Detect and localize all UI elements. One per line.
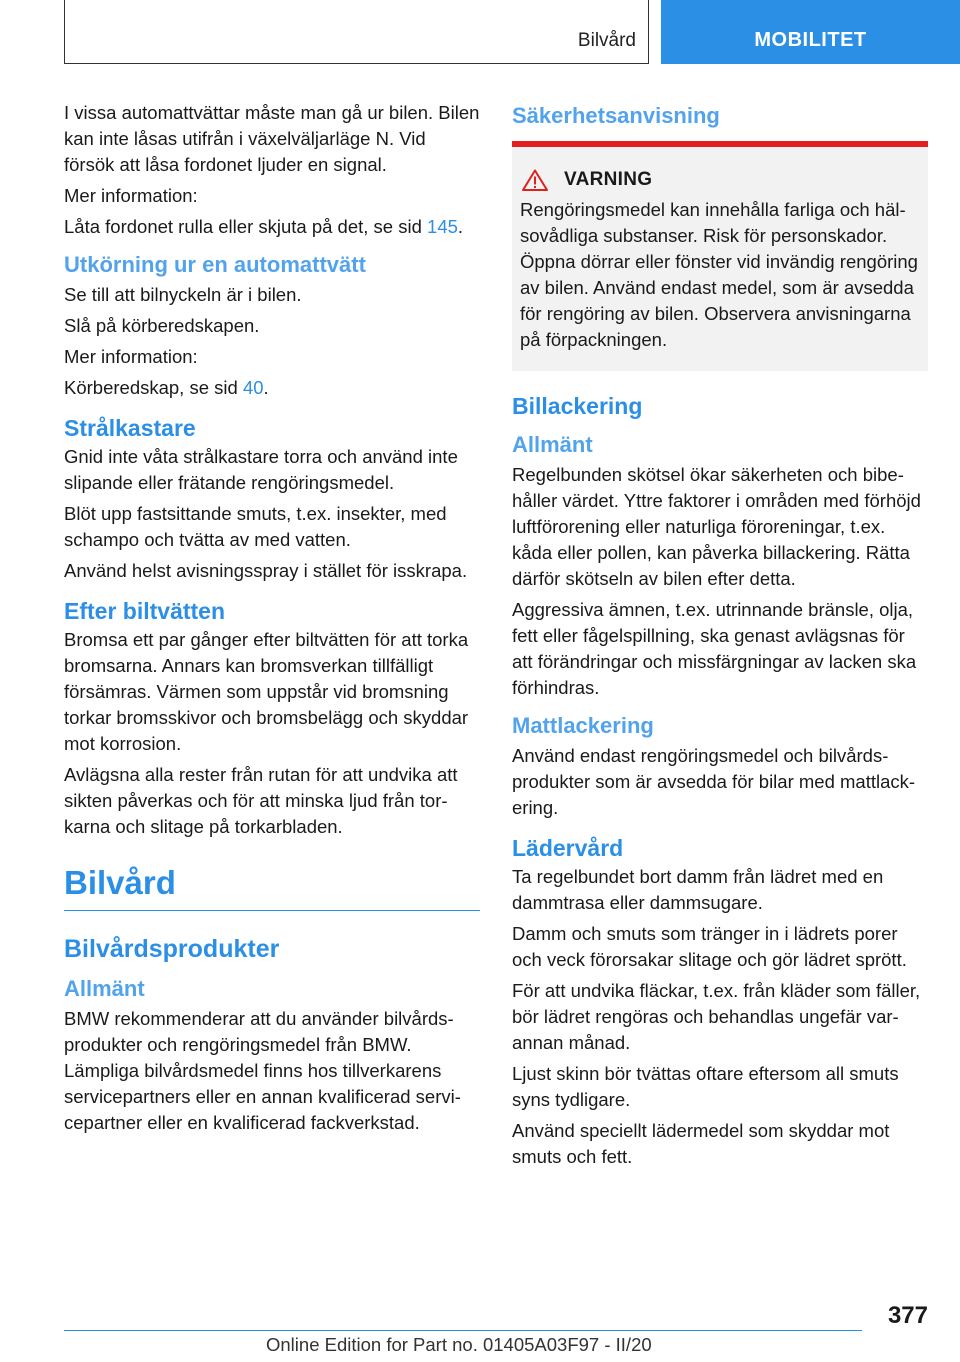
leather-paragraph-4: Ljust skinn bör tvättas oftare eftersom all smuts syns tydligare. (512, 1063, 899, 1110)
warning-header (520, 169, 920, 191)
leather-care-heading: Lädervård (512, 835, 624, 861)
exit-step-1: Se till att bilnyckeln är i bilen. (64, 284, 302, 305)
leather-paragraph-1: Ta regelbundet bort damm från lädret med en dammtrasa eller dammsugare. (512, 866, 884, 913)
warning-triangle-icon (522, 169, 548, 191)
exit-cross-reference: Körberedskap, se sid 40. (64, 377, 269, 398)
matte-paint-paragraph: Använd endast rengöringsmedel och bilvårdsprodukter som är avsedda för bilar med mattlackering. (512, 745, 916, 818)
warning-text: Rengöringsmedel kan innehålla farliga och hälsovådliga substanser. Risk för personskador. Öppna dörrar eller fönster vid invändig rengöring av bilen. Använd endast medel, som är avsedda för rengöring av bilen. Observera anvisningarna på förpackningen. (520, 199, 918, 350)
headlights-paragraph-1: Gnid inte våta strålkastare torra och använd inte slipande eller frätande rengöringsmedel. (64, 446, 458, 493)
paint-paragraph-1: Regelbunden skötsel ökar säkerheten och bibehåller värdet. Yttre faktorer i områden med förhöjd luftförorening eller naturliga föroreningar, t.ex. kåda eller pollen, kan påverka billackering. Rätta därför skötseln av bilen efter detta. (512, 464, 921, 589)
leather-paragraph-3: För att undvika fläckar, t.ex. från kläder som fäller, bör lädret rengöras och behandlas ungefär varannan månad. (512, 980, 921, 1053)
header-chapter-tab[interactable] (661, 0, 960, 64)
paint-general-heading: Allmänt (512, 432, 593, 457)
chapter-title: Bilvård (64, 864, 480, 911)
after-carwash-heading: Efter biltvätten (64, 598, 226, 624)
intro-paragraph: I vissa automattvättar måste man gå ur bilen. Bilen kan inte låsas utifrån i växelväljarläge N. Vid försök att låsa fordonet ljuder en signal. (64, 102, 480, 175)
headlights-paragraph-2: Blöt upp fastsittande smuts, t.ex. insekter, med schampo och tvätta av med vatten. (64, 503, 447, 550)
footer-edition: Online Edition for Part no. 01405A03F97 - II/20 (266, 1334, 652, 1355)
warning-box (512, 141, 928, 371)
safety-heading: Säkerhetsanvisning (512, 103, 720, 128)
general-paragraph: BMW rekommenderar att du använder bilvårdsprodukter och rengöringsmedel från BMW. Lämpliga bilvårdsmedel finns hos tillverkarens servicepartners eller en annan kvalificerad servicepartner eller en kvalificerad fackverkstad. (64, 1008, 461, 1133)
header-chapter-label: MOBILITET (754, 29, 867, 51)
cross-reference: Låta fordonet rulla eller skjuta på det, se sid 145. (64, 216, 464, 237)
paint-heading: Billackering (512, 393, 643, 419)
leather-paragraph-5: Använd speciellt lädermedel som skyddar mot smuts och fett. (512, 1120, 890, 1167)
exit-more-info: Mer information: (64, 346, 198, 367)
right-column (512, 100, 928, 1175)
exit-step-2: Slå på körberedskapen. (64, 315, 260, 336)
paint-paragraph-2: Aggressiva ämnen, t.ex. utrinnande bränsle, olja, fett eller fågelspillning, ska genast avlägsnas för att förändringar och missfärgningar av lacken ska förhindras. (512, 599, 917, 698)
headlights-heading: Strålkastare (64, 415, 196, 441)
general-heading: Allmänt (64, 976, 145, 1001)
leather-paragraph-2: Damm och smuts som tränger in i lädrets porer och veck förorsakar slitage och gör lädret sprött. (512, 923, 907, 970)
header-box (64, 0, 649, 64)
page-link-40[interactable]: 40 (242, 377, 264, 398)
page-link-145[interactable]: 145 (427, 216, 458, 237)
after-carwash-paragraph-2: Avlägsna alla rester från rutan för att undvika att sikten påverkas och för att minska ljud från torkarna och slitage på torkarbladen. (64, 764, 458, 837)
headlights-paragraph-3: Använd helst avisningsspray i stället för isskrapa. (64, 560, 468, 581)
care-products-heading: Bilvårdsprodukter (64, 935, 280, 963)
left-column (64, 100, 480, 1141)
matte-paint-heading: Mattlackering (512, 713, 654, 738)
exit-carwash-heading: Utkörning ur en automattvätt (64, 252, 366, 277)
footer-rule (64, 1330, 862, 1331)
warning-label: VARNING (564, 169, 653, 190)
after-carwash-paragraph-1: Bromsa ett par gånger efter biltvätten för att torka bromsarna. Annars kan bromsverkan tillfälligt försämras. Värmen som uppstår vid bromsning torkar bromsskivor och bromsbelägg och skyddar mot korrosion. (64, 629, 469, 754)
page-number: 377 (887, 1302, 928, 1329)
header-section-title: Bilvård (577, 30, 636, 51)
more-info-label: Mer information: (64, 185, 198, 206)
